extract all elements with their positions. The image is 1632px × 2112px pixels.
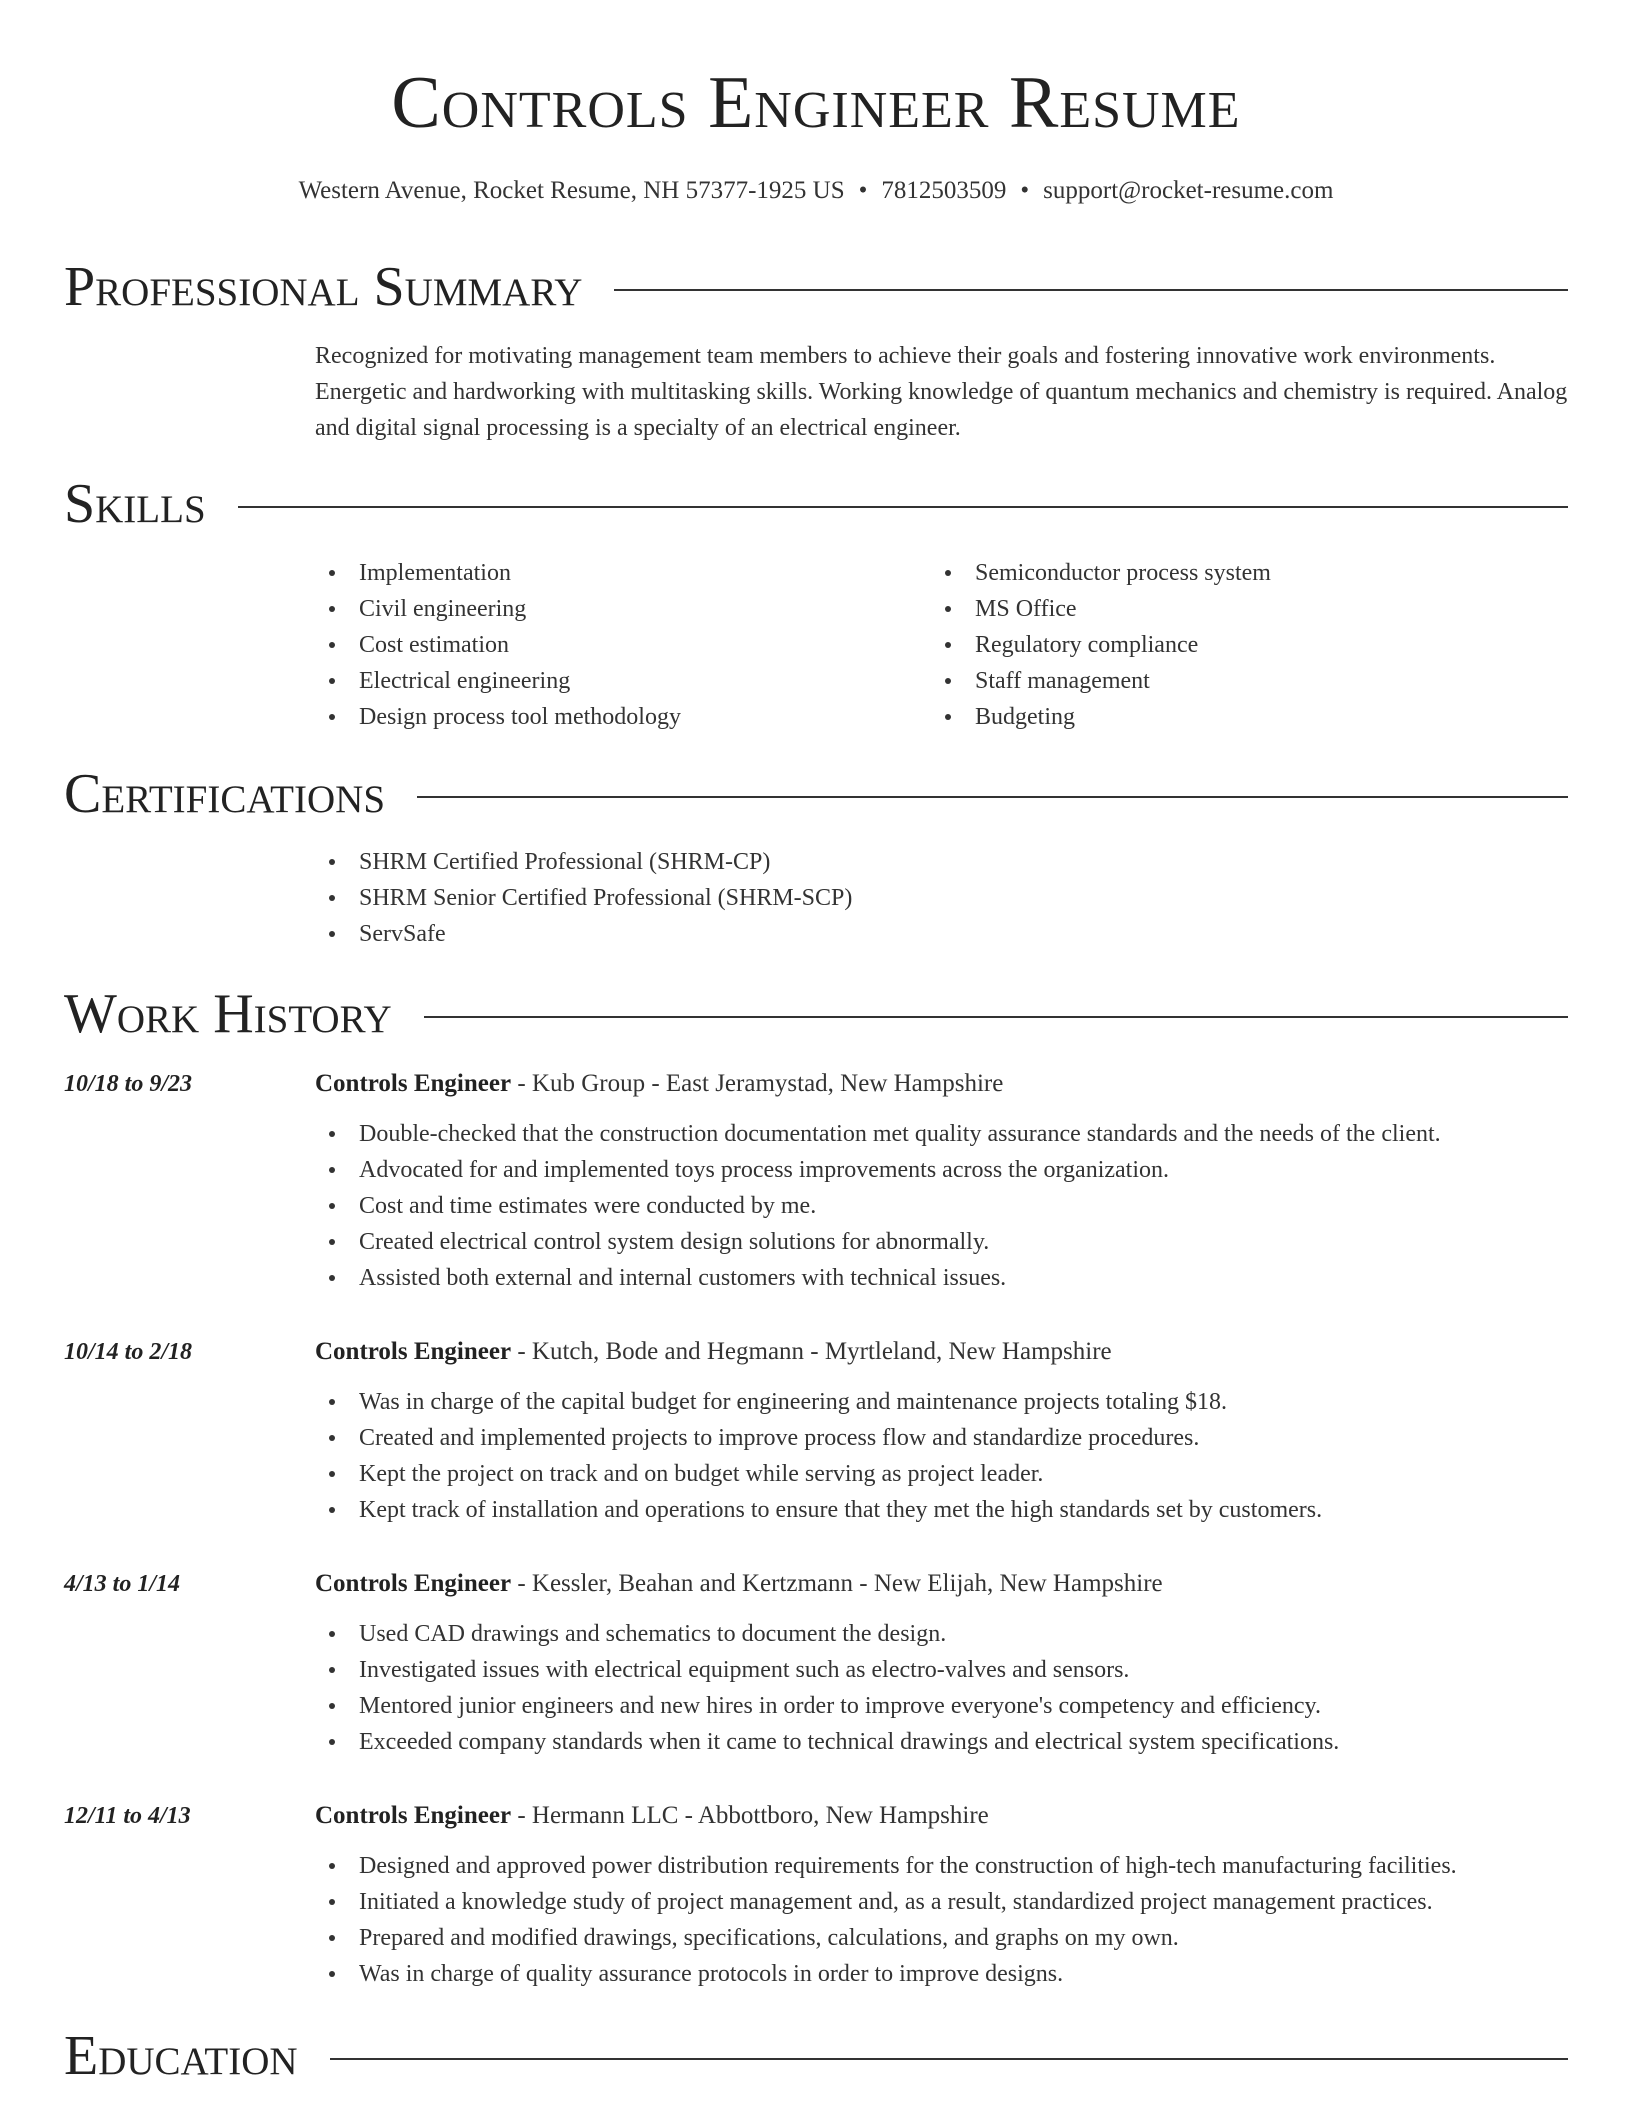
section-title-skills: Skills [64, 473, 206, 535]
job-bullet: Used CAD drawings and schematics to document the design. [315, 1616, 1565, 1652]
section-header-education [64, 2021, 1568, 2091]
summary-text: Recognized for motivating management team members to achieve their goals and fostering innovative work environments. Energetic and hardworking with multitasking skills. Working knowledge of quantum mechanics and chemistry is required. Analog and digital signal processing is a specialty of an electrical engineer. [315, 343, 1568, 441]
job-bullet: Designed and approved power distribution requirements for the construction of high-tech manufacturing facilities. [315, 1848, 1565, 1884]
job-bullet: Created electrical control system design solutions for abnormally. [315, 1224, 1565, 1260]
job-bullet: Prepared and modified drawings, specifications, calculations, and graphs on my own. [315, 1920, 1565, 1956]
skill-item: Regulatory compliance [931, 627, 1271, 663]
job-heading [315, 1798, 989, 1834]
job-dates: 4/13 to 1/14 [64, 1571, 181, 1597]
section-title-certifications: Certifications [64, 763, 386, 825]
skill-item: Civil engineering [315, 591, 681, 627]
job-bullet: Advocated for and implemented toys process improvements across the organization. [315, 1152, 1565, 1188]
job-bullets [315, 1116, 1565, 1296]
job-title: Controls Engineer [315, 1070, 512, 1097]
skill-item: Electrical engineering [315, 663, 681, 699]
section-divider [330, 2058, 1568, 2060]
job-heading [315, 1566, 1163, 1602]
certification-item: ServSafe [315, 916, 852, 952]
certification-item: SHRM Certified Professional (SHRM-CP) [315, 844, 852, 880]
job-bullet: Double-checked that the construction documentation met quality assurance standards and the needs of the client. [315, 1116, 1565, 1152]
resume-title: Controls Engineer Resume [391, 62, 1241, 144]
certification-item: SHRM Senior Certified Professional (SHRM-SCP) [315, 880, 852, 916]
job-dates: 10/18 to 9/23 [64, 1071, 193, 1097]
section-divider [424, 1016, 1568, 1018]
skills-list-left [315, 555, 681, 735]
contact-phone: 7812503509 [881, 177, 1007, 204]
job-dates: 10/14 to 2/18 [64, 1339, 193, 1365]
contact-address: Western Avenue, Rocket Resume, NH 57377-1925 US [298, 177, 845, 204]
certifications-list [315, 844, 852, 952]
section-divider [238, 506, 1568, 508]
section-header-summary [64, 252, 1568, 322]
section-header-work-history [64, 979, 1568, 1049]
skill-item: Budgeting [931, 699, 1271, 735]
skill-item: Cost estimation [315, 627, 681, 663]
job-bullets [315, 1616, 1565, 1760]
job-bullet: Assisted both external and internal customers with technical issues. [315, 1260, 1565, 1296]
job-company: - Kub Group - East Jeramystad, New Hampshire [511, 1070, 1004, 1097]
job-bullet: Was in charge of the capital budget for engineering and maintenance projects totaling $18. [315, 1384, 1565, 1420]
job-bullet: Initiated a knowledge study of project management and, as a result, standardized project management practices. [315, 1884, 1565, 1920]
contact-line [0, 174, 1632, 208]
job-bullet: Kept track of installation and operations to ensure that they met the high standards set by customers. [315, 1492, 1565, 1528]
section-divider [614, 289, 1568, 291]
section-title-summary: Professional Summary [64, 256, 583, 318]
skill-item: Implementation [315, 555, 681, 591]
section-header-skills [64, 469, 1568, 539]
skill-item: Design process tool methodology [315, 699, 681, 735]
job-dates: 12/11 to 4/13 [64, 1803, 191, 1829]
job-bullet: Cost and time estimates were conducted by me. [315, 1188, 1565, 1224]
job-bullet: Investigated issues with electrical equipment such as electro-valves and sensors. [315, 1652, 1565, 1688]
section-header-certifications [64, 759, 1568, 829]
contact-email: support@rocket-resume.com [1043, 177, 1334, 204]
skill-item: MS Office [931, 591, 1271, 627]
job-title: Controls Engineer [315, 1338, 512, 1365]
job-title: Controls Engineer [315, 1570, 512, 1597]
separator-dot: • [858, 177, 868, 204]
skill-item: Staff management [931, 663, 1271, 699]
job-bullets [315, 1848, 1565, 1992]
job-company: - Kessler, Beahan and Kertzmann - New Elijah, New Hampshire [511, 1570, 1163, 1597]
skills-list-right [931, 555, 1271, 735]
job-bullets [315, 1384, 1565, 1528]
job-heading [315, 1334, 1112, 1370]
skill-item: Semiconductor process system [931, 555, 1271, 591]
job-bullet: Created and implemented projects to improve process flow and standardize procedures. [315, 1420, 1565, 1456]
job-bullet: Exceeded company standards when it came to technical drawings and electrical system specifications. [315, 1724, 1565, 1760]
job-bullet: Kept the project on track and on budget while serving as project leader. [315, 1456, 1565, 1492]
separator-dot: • [1020, 177, 1030, 204]
job-title: Controls Engineer [315, 1802, 512, 1829]
job-bullet: Was in charge of quality assurance protocols in order to improve designs. [315, 1956, 1565, 1992]
job-company: - Kutch, Bode and Hegmann - Myrtleland, New Hampshire [511, 1338, 1112, 1365]
section-title-education: Education [64, 2025, 298, 2087]
section-title-work-history: Work History [64, 983, 392, 1045]
job-heading [315, 1066, 1003, 1102]
job-bullet: Mentored junior engineers and new hires in order to improve everyone's competency and efficiency. [315, 1688, 1565, 1724]
section-divider [417, 796, 1568, 798]
job-company: - Hermann LLC - Abbottboro, New Hampshire [511, 1802, 989, 1829]
